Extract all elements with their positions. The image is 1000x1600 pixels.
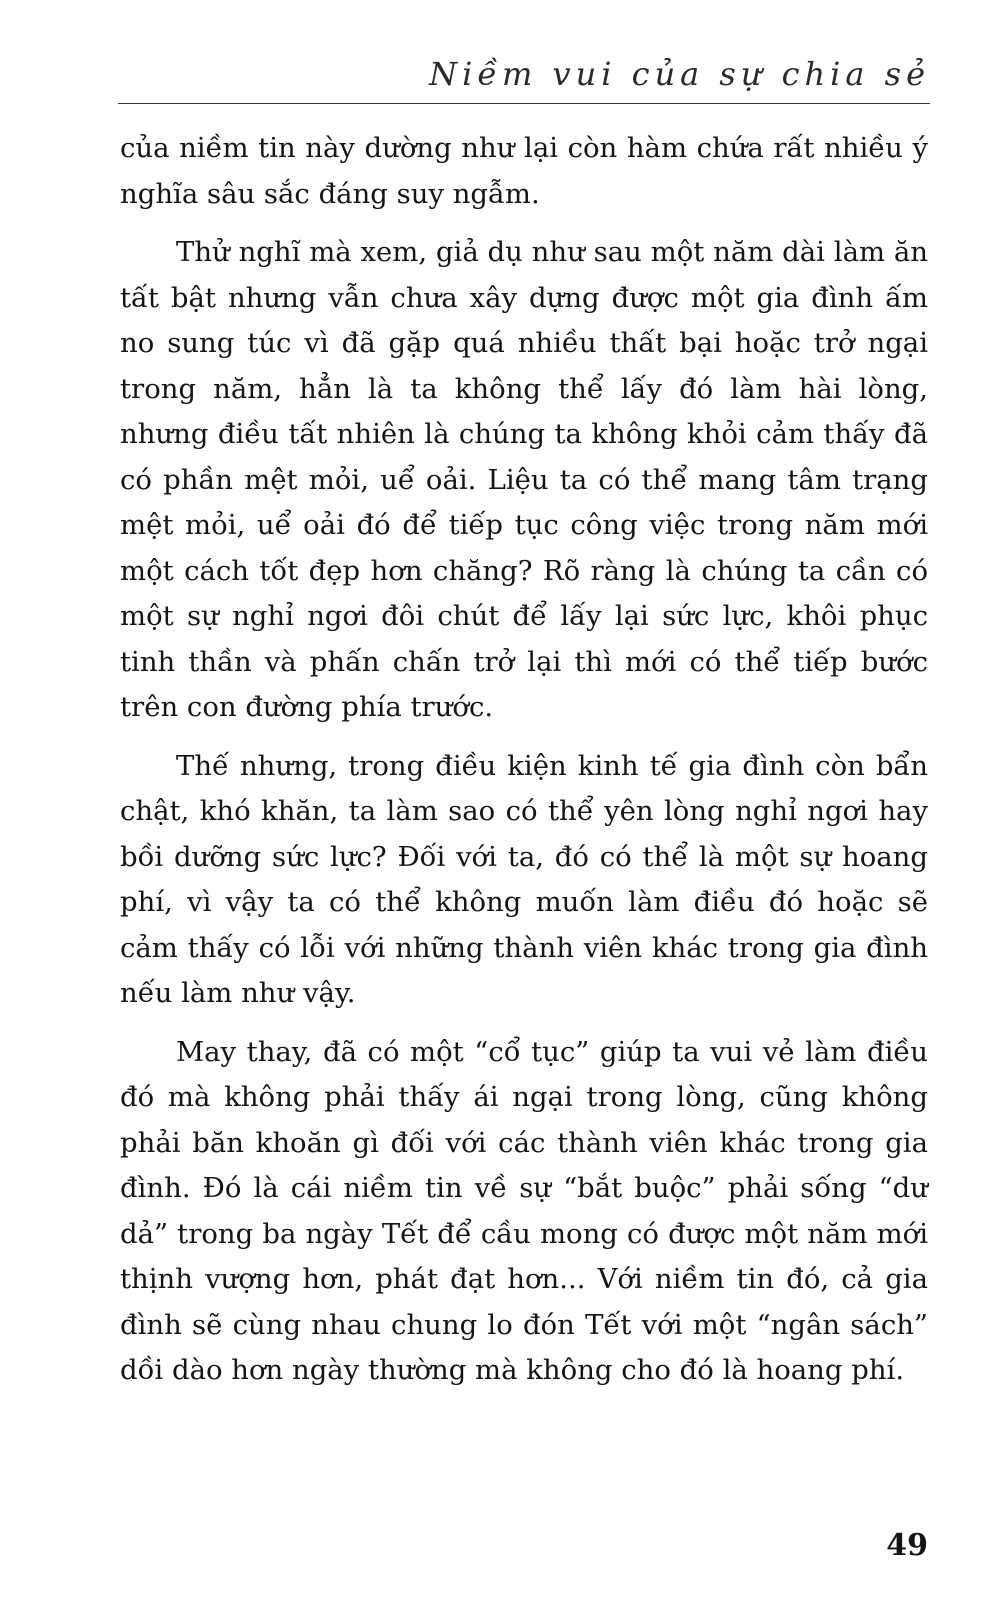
paragraph: May thay, đã có một “cổ tục” giúp ta vui vẻ làm điều đó mà không phải thấy ái ngại trong lòng, cũng không phải băn khoăn gì đối với các thành viên khác trong gia đình. Đó là cái niềm tin về sự “bắt buộc” phải sống “dư dả” trong ba ngày Tết để cầu mong có được một năm mới thịnh vượng hơn, phát đạt hơn... Với niềm tin đó, cả gia đình sẽ cùng nhau chung lo đón Tết với một “ngân sách” dồi dào hơn ngày thường mà không cho đó là hoang phí. [120,1035,928,1386]
body-text [120,126,928,1407]
paragraph-continued: của niềm tin này dường như lại còn hàm chứa rất nhiều ý nghĩa sâu sắc đáng suy ngẫm. [120,132,928,210]
running-header: Niềm vui của sự chia sẻ [429,55,930,93]
paragraph: Thế nhưng, trong điều kiện kinh tế gia đình còn bẩn chật, khó khăn, ta làm sao có thể yên lòng nghỉ ngơi hay bồi dưỡng sức lực? Đối với ta, đó có thể là một sự hoang phí, vì vậy ta có thể không muốn làm điều đó hoặc sẽ cảm thấy có lỗi với những thành viên khác trong gia đình nếu làm như vậy. [120,749,928,1009]
paragraph: Thử nghĩ mà xem, giả dụ như sau một năm dài làm ăn tất bật nhưng vẫn chưa xây dựng được một gia đình ấm no sung túc vì đã gặp quá nhiều thất bại hoặc trở ngại trong năm, hẳn là ta không thể lấy đó làm hài lòng, nhưng điều tất nhiên là chúng ta không khỏi cảm thấy đã có phần mệt mỏi, uể oải. Liệu ta có thể mang tâm trạng mệt mỏi, uể oải đó để tiếp tục công việc trong năm mới một cách tốt đẹp hơn chăng? Rõ ràng là chúng ta cần có một sự nghỉ ngơi đôi chút để lấy lại sức lực, khôi phục tinh thần và phấn chấn trở lại thì mới có thể tiếp bước trên con đường phía trước. [120,236,928,723]
page-number: 49 [886,1528,928,1563]
header-rule [118,103,930,104]
